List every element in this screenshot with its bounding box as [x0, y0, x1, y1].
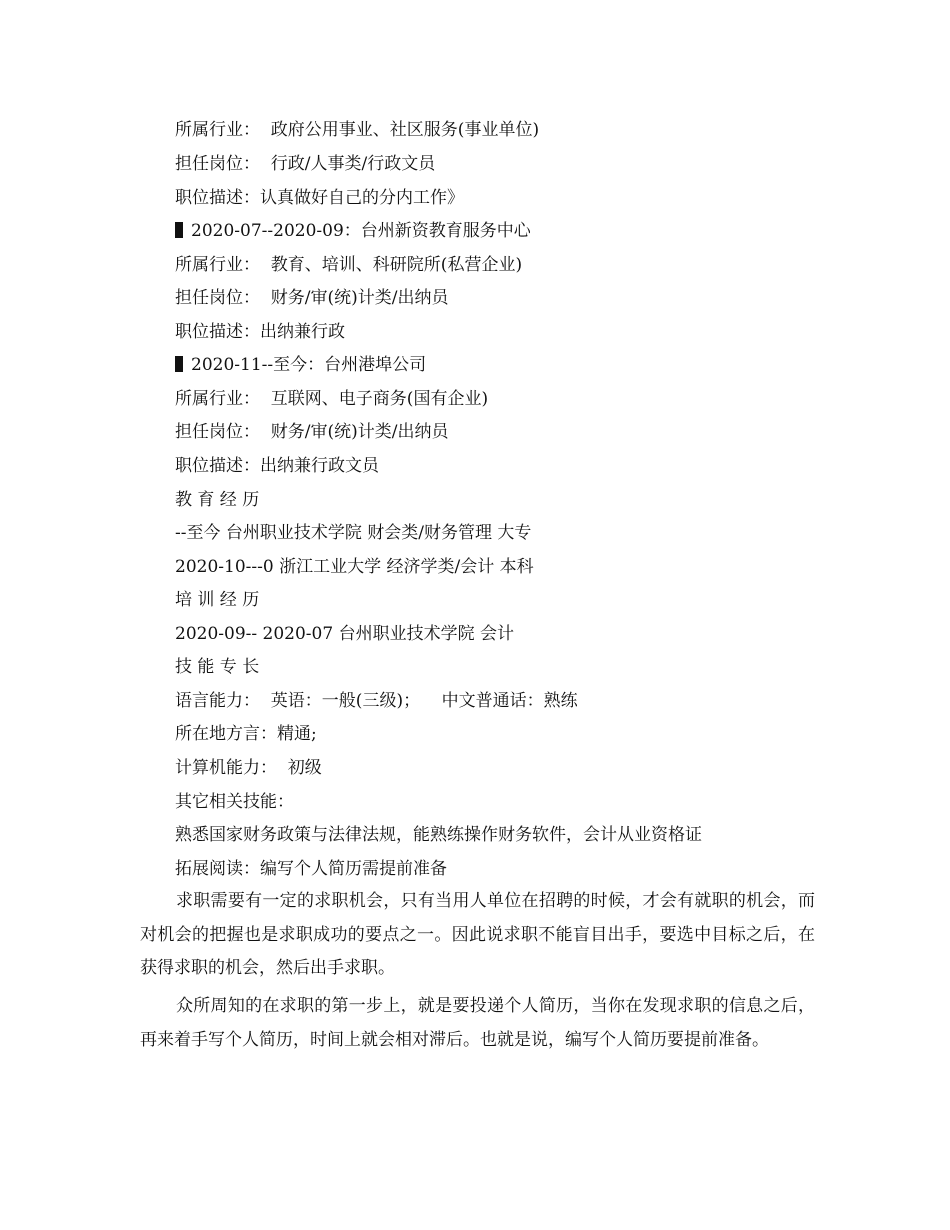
other-skills-label: 其它相关技能： — [175, 792, 294, 812]
job-entry-3 — [175, 354, 426, 376]
language-skill-line: 语言能力： 英语：一般(三级)； 中文普通话：熟练 — [175, 691, 578, 711]
industry-line-2: 所属行业： 教育、培训、科研院所(私营企业) — [175, 255, 523, 275]
job-entry-3-title: 2020-11--至今：台州港埠公司 — [191, 355, 427, 375]
position-line-2: 担任岗位： 财务/审(统)计类/出纳员 — [175, 288, 449, 308]
industry-line-3: 所属行业： 互联网、电子商务(国有企业) — [175, 389, 489, 409]
position-line-3: 担任岗位： 财务/审(统)计类/出纳员 — [175, 422, 449, 442]
skills-heading: 技 能 专 长 — [175, 657, 260, 677]
computer-skill-line: 计算机能力： 初级 — [175, 758, 322, 778]
description-line-2: 职位描述：出纳兼行政 — [175, 322, 345, 342]
job-entry-2 — [175, 220, 531, 242]
education-entry-2: 2020-10---0 浙江工业大学 经济学类/会计 本科 — [175, 557, 534, 577]
training-heading: 培 训 经 历 — [175, 590, 260, 610]
training-entry-1: 2020-09-- 2020-07 台州职业技术学院 会计 — [175, 624, 514, 644]
other-skills-detail: 熟悉国家财务政策与法律法规，能熟练操作财务软件，会计从业资格证 — [175, 825, 702, 845]
description-line-1: 职位描述：认真做好自己的分内工作》 — [175, 188, 464, 208]
bullet-marker — [175, 222, 183, 238]
body-paragraph-2: 众所周知的在求职的第一步上，就是要投递个人简历，当你在发现求职的信息之后，再来着手写个人简历，时间上就会相对滞后。也就是说，编写个人简历要提前准备。 — [140, 996, 815, 1050]
bullet-marker — [175, 356, 183, 372]
education-entry-1: --至今 台州职业技术学院 财会类/财务管理 大专 — [175, 523, 532, 543]
industry-line-1: 所属行业： 政府公用事业、社区服务(事业单位) — [175, 120, 540, 140]
position-line-1: 担任岗位： 行政/人事类/行政文员 — [175, 154, 436, 174]
description-line-3: 职位描述：出纳兼行政文员 — [175, 456, 379, 476]
body-paragraph-1: 求职需要有一定的求职机会，只有当用人单位在招聘的时候，才会有就职的机会，而对机会的把握也是求职成功的要点之一。因此说求职不能盲目出手，要选中目标之后，在获得求职的机会，然后出手求职。 — [140, 891, 815, 978]
job-entry-2-title: 2020-07--2020-09：台州新资教育服务中心 — [191, 221, 531, 241]
education-heading: 教 育 经 历 — [175, 490, 260, 510]
dialect-skill-line: 所在地方言：精通; — [175, 724, 317, 744]
extended-reading-title: 拓展阅读：编写个人简历需提前准备 — [175, 859, 447, 879]
